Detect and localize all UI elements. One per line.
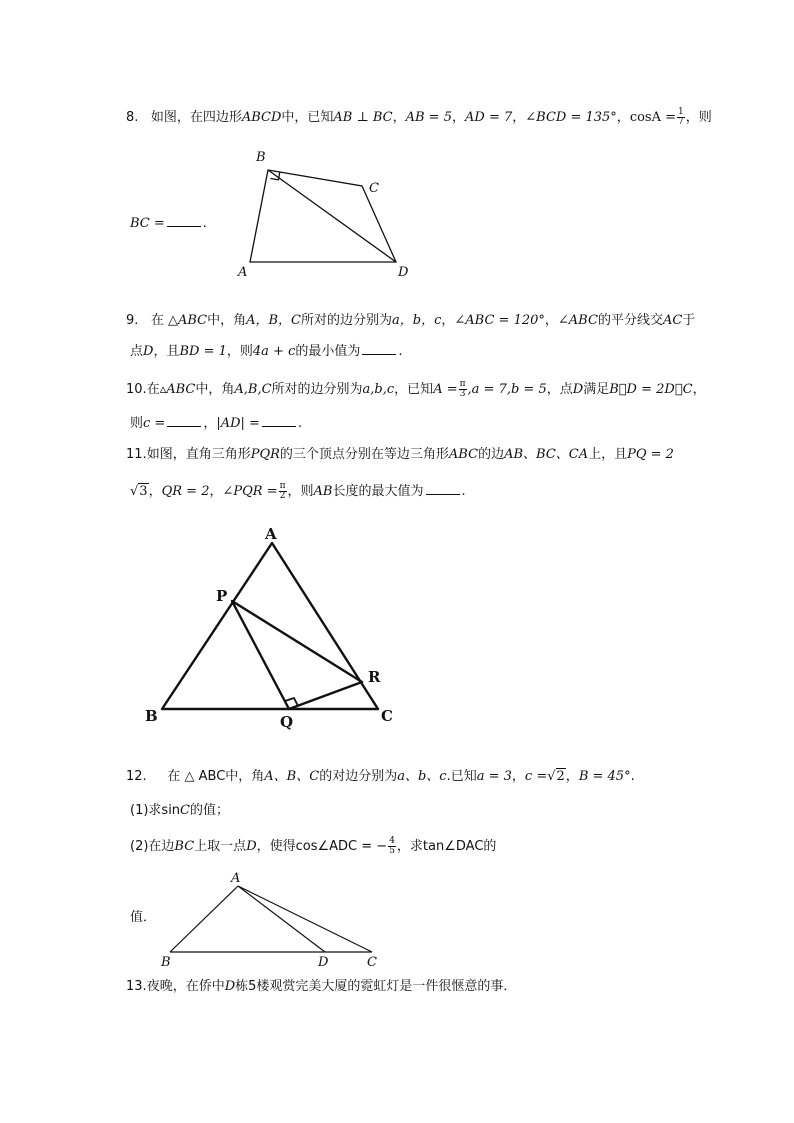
q10-text: 满足 [583, 382, 610, 397]
q12-part1-text: 的值； [190, 803, 230, 818]
q12-end: . [630, 769, 635, 784]
q8-text-b: 中，已知 [281, 110, 334, 125]
q10-text: ，已知 [394, 382, 434, 397]
q11-label-r: R [368, 668, 381, 686]
q11-label-q: Q [280, 713, 294, 731]
q10-vars: A,B,C [234, 382, 272, 397]
q11-sqrt-radicand: 3 [139, 484, 148, 499]
q9-end: . [398, 344, 403, 359]
q11-text: 的边 [478, 447, 505, 462]
q8-ab: AB = 5 [405, 110, 452, 125]
q8-end: . [202, 216, 207, 231]
q8-sep: ， [392, 110, 406, 125]
q10-number: 10. [126, 382, 147, 397]
q11-text: 上，且 [588, 447, 628, 462]
q8-cos: cosA = [629, 110, 677, 125]
q8-sep: ， [512, 110, 526, 125]
q12-side-ac [238, 886, 372, 952]
q10-rest: ,a = 7,b = 5 [467, 382, 547, 397]
frac-den: 2 [279, 491, 286, 501]
q12-part2-text: ，求tan∠DAC的 [396, 839, 497, 854]
q9-vars: A，B，C [246, 313, 301, 328]
frac-num: 4 [389, 836, 395, 846]
q9-text: ， [544, 313, 558, 328]
q8-label-b: B [256, 150, 266, 165]
q11-text: ，则 [287, 484, 314, 499]
q12-part2-text: (2)在边 [130, 839, 175, 854]
q11-text: 的三个顶点分别在等边三角形 [279, 447, 449, 462]
q11-pqr: PQR [250, 447, 280, 462]
q12-number: 12. [126, 769, 147, 784]
q12-text: ， [565, 769, 579, 784]
q11-text: 长度的最大值为 [332, 484, 424, 499]
q12-part1-text: (1)求sin [130, 803, 181, 818]
q8-ad: AD = 7 [465, 110, 513, 125]
q10-text: 在 [146, 382, 160, 397]
q11-label-c: C [381, 707, 393, 725]
q8-perp: AB ⊥ BC [333, 110, 393, 125]
q9-text: 的平分线交 [597, 313, 663, 328]
q11-label-b: B [145, 707, 158, 725]
q13-text: 夜晚，在侨中 [146, 979, 225, 994]
q9-text: 点 [130, 344, 144, 359]
q11-text: ， [148, 484, 162, 499]
q12-b: B = 45° [578, 769, 631, 784]
q10-text: 则 [130, 416, 144, 431]
q12-part2-d: D [246, 839, 257, 854]
q11-angle: ∠PQR = [222, 484, 278, 499]
q9-text: ，则 [226, 344, 253, 359]
q9-angle: ∠ABC = 120° [454, 313, 545, 328]
frac-num: 1 [678, 107, 684, 117]
q8-answer-lhs: BC = [130, 216, 165, 231]
q9-text: 在 △ [150, 313, 178, 328]
q11-end: . [461, 484, 466, 499]
q9-text: ， [441, 313, 455, 328]
q8-label-c: C [369, 181, 379, 196]
q10-text: 中，角 [195, 382, 235, 397]
q12-label-b: B [161, 955, 171, 970]
q12-text: ， [511, 769, 525, 784]
q9-tri: ABC [177, 313, 208, 328]
q9-text: 于 [682, 313, 696, 328]
q8-label-a: A [238, 265, 248, 280]
q12-c: c = [524, 769, 548, 784]
frac-num: π [459, 379, 466, 389]
q12-text: .已知 [446, 769, 477, 784]
q9-d: D [143, 344, 154, 359]
q11-pq: PQ = 2 [627, 447, 674, 462]
q12-sides: a、b、c [397, 769, 447, 784]
q11-abc: ABC [448, 447, 479, 462]
q12-side-ab [170, 886, 238, 952]
q10-sides: a,b,c [362, 382, 395, 397]
frac-num: π [279, 481, 286, 491]
q11-number: 11. [126, 447, 147, 462]
q13-text: 栋5楼观赏完美大厦的霓虹灯是一件很惬意的事． [235, 979, 517, 994]
q9-text: 所对的边分别为 [301, 313, 393, 328]
q9-expr: 4a + c [252, 344, 296, 359]
q10-a-lhs: A = [433, 382, 458, 397]
q11-ab: AB [313, 484, 333, 499]
q10-c-lhs: c = [143, 416, 166, 431]
q11-label-p: P [216, 587, 228, 605]
q12-part2-text: ，使得cos∠ADC = − [256, 839, 388, 854]
q10-text: ，点 [546, 382, 573, 397]
q13-number: 13. [126, 979, 147, 994]
q11-qr: QR = 2 [161, 484, 210, 499]
q12-text: 在 △ ABC中，角 [167, 769, 265, 784]
q12-label-a: A [231, 871, 241, 886]
q12-sqrt: √2 [547, 769, 565, 784]
q11-sqrt: √3 [130, 484, 148, 499]
q8-number: 8. [126, 110, 139, 125]
q9-text: 的最小值为 [295, 344, 361, 359]
q13-d: D [224, 979, 236, 994]
q10-vector: B⃗D = 2D⃗C [609, 382, 693, 397]
frac-den: 5 [389, 846, 395, 856]
q10-d: D [572, 382, 584, 397]
q9-text: ，且 [153, 344, 180, 359]
q8-label-d: D [398, 265, 409, 280]
q11-text: ， [209, 484, 223, 499]
q10-text: ， [203, 416, 217, 431]
q12-label-c: C [367, 955, 377, 970]
q9-number: 9. [126, 313, 139, 328]
q9-ac: AC [662, 313, 683, 328]
q12-part2-bc: BC [174, 839, 195, 854]
q8-sep: ， [451, 110, 465, 125]
q10-tri: ▵ABC [159, 382, 196, 397]
q8-quad: ABCD [241, 110, 282, 125]
q8-text-c: ，则 [685, 110, 712, 125]
q10-text: 所对的边分别为 [271, 382, 363, 397]
q12-a: a = 3 [476, 769, 512, 784]
q12-sqrt-radicand: 2 [556, 769, 565, 784]
q10-end: . [297, 416, 303, 431]
q12-part1-c: C [180, 803, 190, 818]
q11-text: 如图，直角三角形 [146, 447, 251, 462]
q9-bd: BD = 1 [179, 344, 227, 359]
q12-vars: A、B、C [264, 769, 320, 784]
q11-label-a: A [265, 525, 277, 543]
q9-angle2: ∠ABC [557, 313, 598, 328]
q8-sep: ， [616, 110, 630, 125]
q12-part2-text: 上取一点 [194, 839, 247, 854]
frac-den: 3 [459, 389, 466, 399]
q12-segment-ad [238, 886, 325, 952]
q11-edges: AB、BC、CA [504, 447, 589, 462]
q12-tail-text: 值． [130, 910, 157, 925]
q12-text: 的对边分别为 [319, 769, 398, 784]
q8-text: 如图，在四边形 [150, 110, 242, 125]
q8-angle: ∠BCD = 135° [525, 110, 617, 125]
q9-sides: a，b，c [392, 313, 442, 328]
q10-ad-lhs: |AD| = [216, 416, 260, 431]
q9-text: 中，角 [207, 313, 247, 328]
frac-den: 7 [678, 117, 684, 127]
q12-label-d: D [318, 955, 329, 970]
q13-line1 [126, 978, 516, 996]
q10-text: ， [692, 382, 706, 397]
